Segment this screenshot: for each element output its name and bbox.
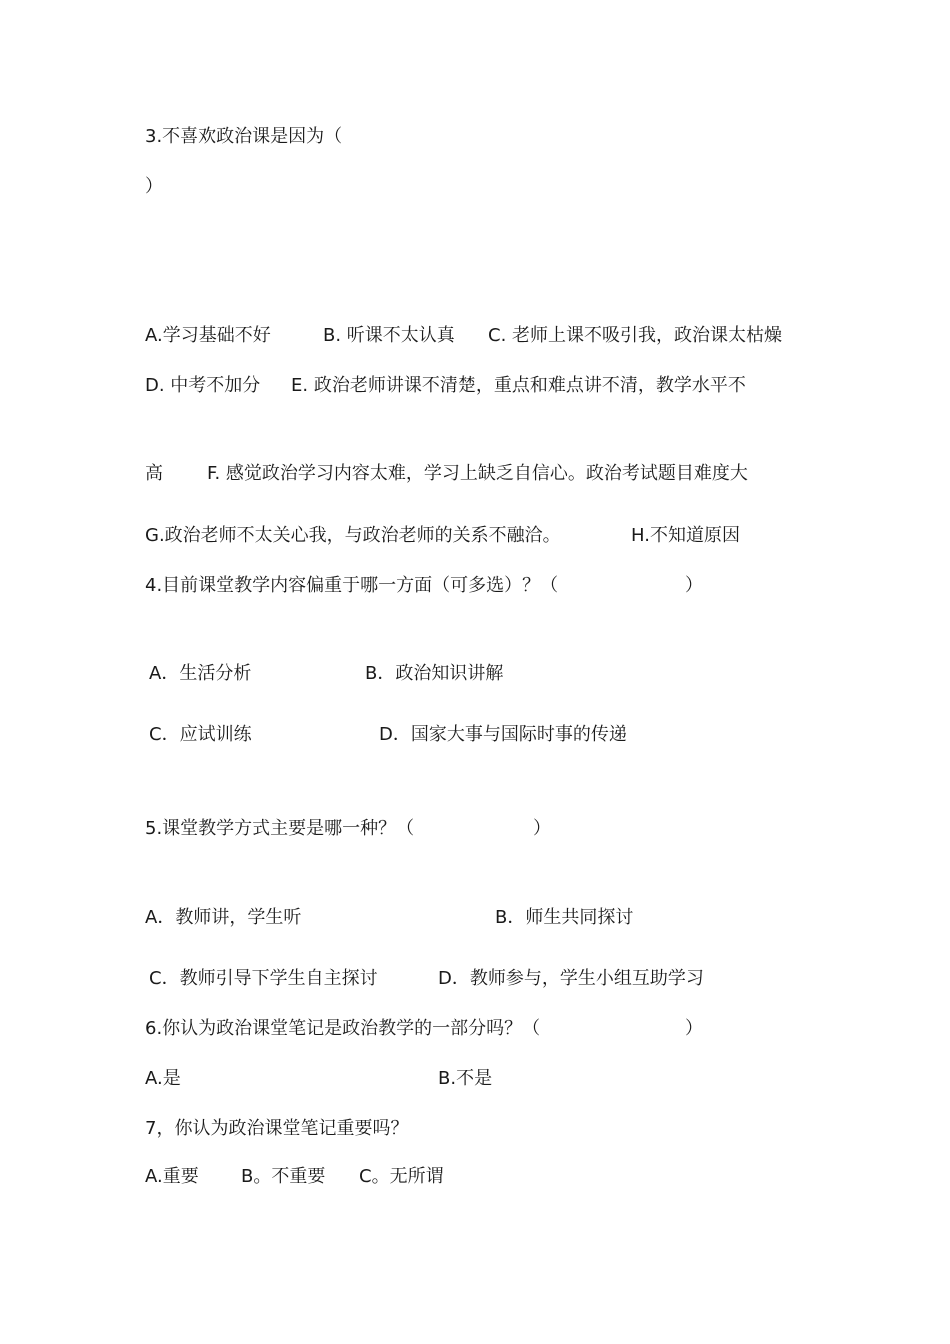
q6-close-paren: ）: [685, 1018, 703, 1039]
q3-options-row-1: [145, 324, 783, 348]
q7-question-text: 7，你认为政治课堂笔记重要吗？: [145, 1118, 409, 1139]
q7-options-row: [145, 1165, 444, 1189]
q6-option-a: A.是: [145, 1068, 181, 1089]
q5-options-row-2: [149, 967, 704, 991]
q3-close-paren: ）: [145, 176, 163, 197]
q3-option-e-continued: 高: [145, 463, 163, 484]
q3-options-row-2: [145, 374, 746, 398]
q3-option-d: D. 中考不加分: [145, 375, 261, 396]
q5-close-paren: ）: [533, 818, 551, 839]
q3-option-b: B. 听课不太认真: [323, 325, 455, 346]
q6-question: [145, 1017, 703, 1041]
q5-question: [145, 817, 551, 841]
q4-options-row-2: [149, 723, 627, 747]
q3-options-row-3: [145, 462, 748, 486]
q4-option-b: B．政治知识讲解: [365, 663, 504, 684]
q4-option-c: C．应试训练: [149, 724, 252, 745]
q4-options-row-1: [149, 662, 504, 686]
q4-question-text: 4.目前课堂教学内容偏重于哪一方面（可多选）？（: [145, 575, 559, 596]
q6-question-text: 6.你认为政治课堂笔记是政治教学的一部分吗？（: [145, 1018, 541, 1039]
q5-option-c: C．教师引导下学生自主探讨: [149, 968, 378, 989]
q3-option-g: G.政治老师不太关心我，与政治老师的关系不融洽。: [145, 525, 561, 546]
q4-option-a: A．生活分析: [149, 663, 252, 684]
q3-options-row-4: [145, 524, 740, 548]
q5-option-a: A．教师讲，学生听: [145, 907, 302, 928]
q5-option-d: D．教师参与，学生小组互助学习: [438, 968, 704, 989]
q3-question-close: [145, 175, 163, 199]
q5-question-text: 5.课堂教学方式主要是哪一种？（: [145, 818, 415, 839]
q4-question: [145, 574, 703, 598]
q3-option-f: F. 感觉政治学习内容太难，学习上缺乏自信心。政治考试题目难度大: [207, 463, 748, 484]
q3-option-a: A.学习基础不好: [145, 325, 271, 346]
q3-question: [145, 125, 343, 149]
q7-question: [145, 1117, 409, 1141]
q4-option-d: D．国家大事与国际时事的传递: [379, 724, 627, 745]
q5-option-b: B．师生共同探讨: [495, 907, 634, 928]
q7-option-b: B。不重要: [241, 1166, 326, 1187]
q3-option-e: E. 政治老师讲课不清楚，重点和难点讲不清，教学水平不: [291, 375, 746, 396]
q3-question-text: 3.不喜欢政治课是因为（: [145, 126, 343, 147]
q6-option-b: B.不是: [438, 1068, 493, 1089]
q4-close-paren: ）: [685, 575, 703, 596]
q6-options-row: [145, 1067, 493, 1091]
q7-option-a: A.重要: [145, 1166, 199, 1187]
q3-option-h: H.不知道原因: [631, 525, 740, 546]
q7-option-c: C。无所谓: [359, 1166, 444, 1187]
q5-options-row-1: [145, 906, 634, 930]
q3-option-c: C. 老师上课不吸引我，政治课太枯燥: [488, 325, 783, 346]
